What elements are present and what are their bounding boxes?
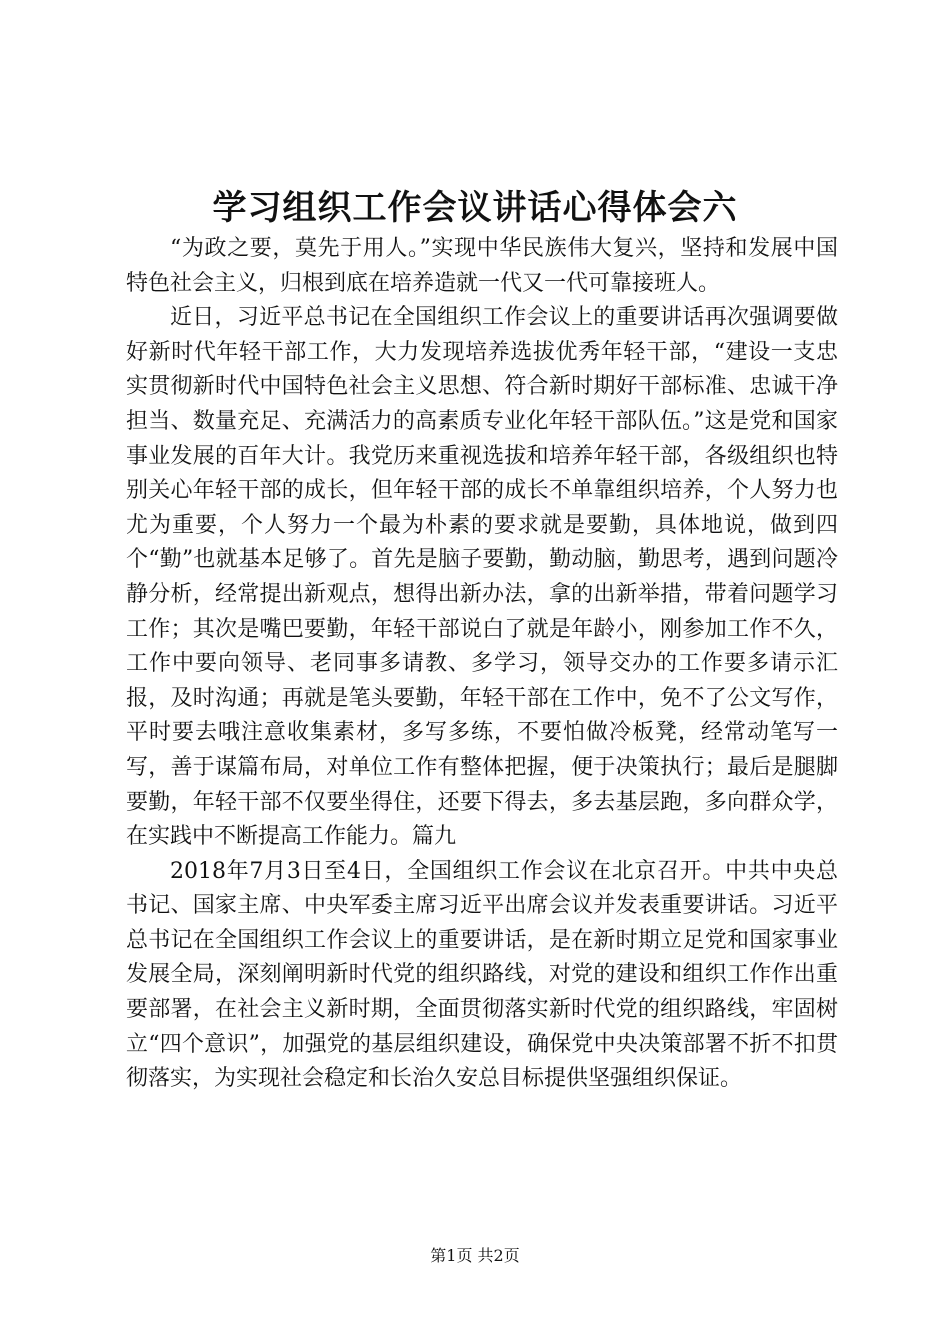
page-number-footer: 第1页 共2页: [430, 1246, 520, 1265]
document-body: [126, 232, 838, 1097]
paragraph-3: 2018年7月3日至4日，全国组织工作会议在北京召开。中共中央总书记、国家主席、中央军委主席习近平出席会议并发表重要讲话。习近平总书记在全国组织工作会议上的重要讲话，是在新时期立足党和国家事业发展全局，深刻阐明新时代党的组织路线，对党的建设和组织工作作出重要部署，在社会主义新时期，全面贯彻落实新时代党的组织路线，牢固树立“四个意识”，加强党的基层组织建设，确保党中央决策部署不折不扣贯彻落实，为实现社会稳定和长治久安总目标提供坚强组织保证。: [126, 858, 838, 1092]
paragraph-1: “为政之要，莫先于用人。”实现中华民族伟大复兴，坚持和发展中国特色社会主义，归根到底在培养造就一代又一代可靠接班人。: [126, 236, 838, 296]
document-title: 学习组织工作会议讲话心得体会六: [212, 188, 738, 228]
paragraph-2: 近日，习近平总书记在全国组织工作会议上的重要讲话再次强调要做好新时代年轻干部工作，大力发现培养选拔优秀年轻干部，“建设一支忠实贯彻新时代中国特色社会主义思想、符合新时期好干部标准、忠诚干净担当、数量充足、充满活力的高素质专业化年轻干部队伍。”这是党和国家事业发展的百年大计。我党历来重视选拔和培养年轻干部，各级组织也特别关心年轻干部的成长，但年轻干部的成长不单靠组织培养，个人努力也尤为重要，个人努力一个最为朴素的要求就是要勤，具体地说，做到四个“勤”也就基本足够了。首先是脑子要勤，勤动脑，勤思考，遇到问题冷静分析，经常提出新观点，想得出新办法，拿的出新举措，带着问题学习工作；其次是嘴巴要勤，年轻干部说白了就是年龄小，刚参加工作不久，工作中要向领导、老同事多请教、多学习，领导交办的工作要多请示汇报，及时沟通；再就是笔头要勤，年轻干部在工作中，免不了公文写作，平时要去哦注意收集素材，多写多练，不要怕做冷板凳，经常动笔写一写，善于谋篇布局，对单位工作有整体把握，便于决策执行；最后是腿脚要勤，年轻干部不仅要坐得住，还要下得去，多去基层跑，多向群众学，在实践中不断提高工作能力。篇九: [126, 305, 838, 850]
